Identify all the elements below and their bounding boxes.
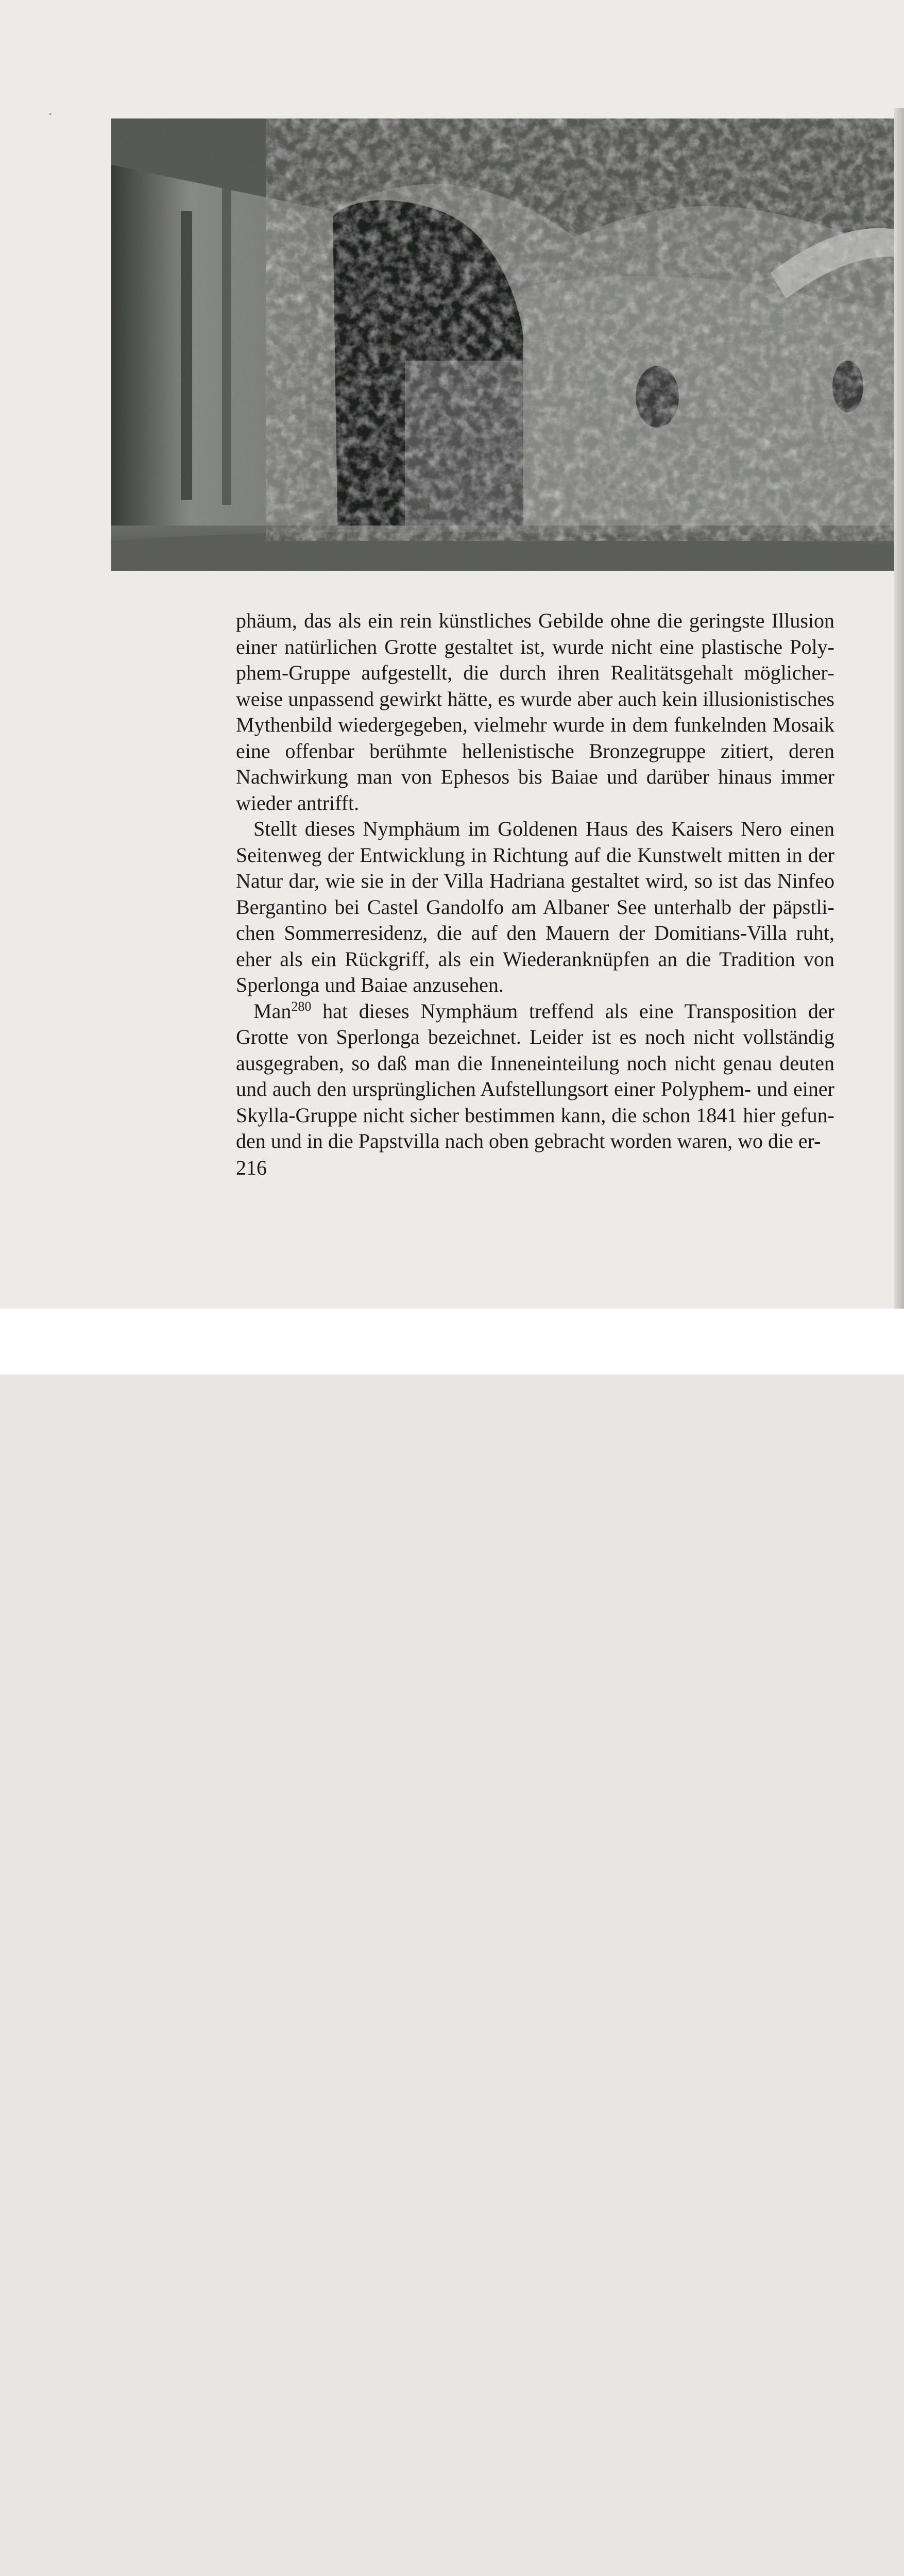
digitization-footer — [0, 1309, 904, 1375]
paragraph-3-lead: Man — [253, 999, 292, 1023]
page-edge-shadow — [894, 108, 904, 1309]
footnote-marker: 280 — [291, 998, 312, 1014]
paragraph-3-rest: hat dieses Nymphäum treffend als eine Transposition der Grotte von Sperlonga bezeichnet. Leider ist es noch nicht vollständig ausgegraben, so daß man die Inneneinteilung noch nicht genau deuten und auch den ursprünglichen Aufstellungsort einer Polyphem- und einer Skylla-Gruppe nicht sicher bestimmen kann, die schon 1841 hier gefunden und in die Papstvilla nach oben gebracht worden waren, wo die er- — [236, 999, 834, 1153]
paragraph-2: Stellt dieses Nymphäum im Goldenen Haus des Kaisers Nero einen Seitenweg der Entwicklung in Richtung auf die Kunstwelt mitten in der Natur dar, wie sie in der Villa Hadriana gestaltet wird, so ist das Ninfeo Bergantino bei Castel Gandolfo am Albaner See unterhalb der päpstlichen Sommerresidenz, die auf den Mauern der Domitians-Villa ruht, eher als ein Rückgriff, als ein Wiederanknüpfen an die Tradition von Sperlonga und Baiae anzusehen. — [236, 817, 834, 996]
main-text — [236, 608, 834, 1155]
page-number: 216 — [236, 1156, 267, 1179]
grotto-photograph — [111, 118, 904, 571]
dust-speck — [49, 113, 51, 115]
paragraph-3 — [236, 998, 834, 1155]
paragraph-1: phäum, das als ein rein künstliches Gebilde ohne die geringste Illusion einer natürlichen Grotte gestaltet ist, wurde nicht eine plastische Polyphem-Gruppe aufgestellt, die durch ihren Realitätsgehalt möglicherweise unpassend gewirkt hätte, es wurde aber auch kein illusionistisches Mythenbild wiedergegeben, vielmehr wurde in dem funkelnden Mosaik eine offenbar berühmte hellenistische Bronzegruppe zitiert, deren Nachwirkung man von Ephesos bis Baiae und darüber hinaus immer wieder antrifft. — [236, 609, 834, 815]
